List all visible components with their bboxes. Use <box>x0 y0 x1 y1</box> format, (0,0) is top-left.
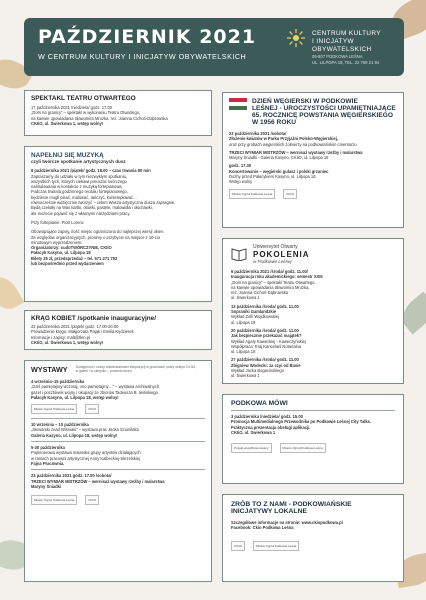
decorative-leaf <box>0 271 24 315</box>
divider <box>31 441 205 442</box>
utw-text: na kanwie opowiadania Sławomira Mrożka, <box>231 284 310 290</box>
utw-date: 27 października /środa/ godz. 11.00 <box>231 357 299 363</box>
circle-panel <box>24 310 212 350</box>
utw-org-location: w Podkowie Leśnej <box>253 259 292 264</box>
music-text: Będą czekały na Was kartki, ołówki, pastele, malowidła i słuchawki, <box>31 205 153 211</box>
local-panel <box>222 494 404 582</box>
music-tickets: lub bezpośrednio przed wydarzeniem <box>31 261 104 267</box>
music-text: minutowym wyprzedzeniem. <box>31 239 83 245</box>
music-text: będziecie mogli pisać, malować, tańczyć, kontemplować… <box>31 194 138 200</box>
music-text: Podczas trwania godzinnego recitalu fortepianowego, <box>31 189 128 195</box>
speaks-text: Promocja Multimedialnego Przewodnika po Podkowie Leśnej City Talks. <box>231 419 372 425</box>
podkowa-logo: Miasto Ogród Podkowa Leśna <box>229 189 275 199</box>
local-facebook[interactable]: Facebook: Ckio Podkowa Leśna <box>231 525 294 531</box>
speaks-text: Praktyczna prezentacja obsługi aplikacji. <box>231 424 311 430</box>
exhibitions-panel <box>24 360 212 582</box>
header-banner <box>24 18 404 76</box>
exhibition-text: „Dziś pamiętajmy wczoraj, ono pamiętajmy…” – wystawa archiwalnych <box>31 384 160 390</box>
exhibition-logos <box>31 495 205 505</box>
theatre-panel <box>24 90 212 136</box>
ckio-logo: CKIiO <box>231 541 245 551</box>
utw-date: 20 października /środa/ godz. 11.00 <box>231 327 299 333</box>
utw-text: reż. Joanna Cichoń-Dąbrowska <box>231 290 289 296</box>
page-subtitle: W CENTRUM KULTURY I INICJATYW OBYWATELSKICH <box>38 52 247 61</box>
utw-venue: ul. Świerkowa 1 <box>231 373 260 379</box>
podkowa-logo: Miasto Ogród Podkowa Leśna <box>253 541 299 551</box>
divider <box>31 418 205 419</box>
music-text: wszystkich tych, których ciekawi poruszać twórczego <box>31 178 127 184</box>
music-text: ale możecie pojawić się z własnymi narzędziami pracy. <box>31 210 131 216</box>
podkowa-logo: Miasto Ogród Podkowa Leśna <box>280 443 326 453</box>
circle-contact: Informacje i zapisy: malt@tlen.pl <box>31 334 90 340</box>
music-performer: Przy fortepianie: Piotr Lorenc <box>31 219 84 225</box>
exhibitions-title: WYSTAWY <box>31 365 68 374</box>
theatre-title: SPEKTAKL TEATRU OTWARTEGO <box>31 95 136 102</box>
music-venue: Pałacyk Kasyno, ul. Lilpopa 18 <box>31 250 91 256</box>
hungarian-title: LEŚNEJ - UROCZYSTOŚCI UPAMIĘTNIAJĄCE <box>252 105 396 112</box>
music-title: NAPEŁNIJ SIĘ MUZYKĄ <box>31 152 104 159</box>
utw-text: Inauguracja roku akademickiego: semestr XXIII <box>231 274 323 280</box>
podkowa-logo: Miasto Ogród Podkowa Leśna <box>31 404 77 414</box>
music-subtitle: czyli twórcze spotkanie artystycznych dusz <box>31 159 126 164</box>
music-text: równocześnie wdzięcznie tworzyć – celem Wasza artystyczna dusza zapragnie. <box>31 200 176 206</box>
exhibition-text: TRZECI WYMIAR MISTRZÓW – wernisaż wystawy rzeźby i malarstwa <box>31 478 165 484</box>
utw-date: 6 października 2021 /środa/ godz. 11.00/ <box>231 269 308 274</box>
hungarian-text: Wstęp wolny <box>229 179 253 185</box>
speaks-venue: CKIiO, ul. Świerkowa 1 <box>231 429 276 435</box>
music-text: Obowiązujące zapisy, ilość miejsc ograniczona do najlepszej wersji okien. <box>31 229 165 235</box>
exhibition-text: w ramach pracowni artystycznej Anny Kalbeckiej-Skrzelskiej <box>31 455 140 461</box>
utw-org-name: Uniwersytet Otwarty <box>253 244 298 250</box>
exhibitions-note: w galerii i w sklepiku – powiedz teraz! <box>75 369 132 374</box>
podkowa-logo: Miasto Ogród Podkowa Leśna <box>31 495 77 505</box>
circle-date: 22 października 2021 /piątek/ godz. 17.00-20.00 <box>31 324 119 329</box>
music-organizers: Organizatorzy: cudoTWÓRCZYNIE, CKIiO <box>31 245 112 251</box>
speaks-date: 3 października /niedziela/ godz. 15.00 <box>231 414 303 419</box>
utw-panel <box>222 238 404 384</box>
divider <box>231 410 395 411</box>
exhibitions-note: Dostępność i czasy odwiedzalności ekspozycji w godzinach pracy sklepu CKIiO, <box>75 365 197 369</box>
circle-title-main: KRĄG KOBIET <box>31 315 76 322</box>
theatre-venue: CKIiO, ul. Świerkowa 1, wstęp wolny! <box>31 120 104 126</box>
hungarian-title: 65. ROCZNICĘ POWSTANIA WĘGIERSKIEGO <box>252 112 394 119</box>
hungarian-panel <box>222 92 404 228</box>
speaks-title: PODKOWA MÓWI <box>231 400 288 407</box>
exhibition-text: gazet i pocztówek wojny i okupacji ze zbiorów Tadeusza B. Iwińskiego <box>31 389 158 395</box>
local-link[interactable]: Szczegółowe informacje na stronie: www.ckiopodkowa.pl <box>231 520 343 525</box>
exhibition-text: Maryny Śniadki <box>31 483 62 489</box>
theatre-text: „Dom na granicy” – spektakl w wykonaniu Teatru Otwartego, <box>31 110 141 116</box>
circle-venue: CKIiO, ul. Świerkowa 1, wstęp wolny! <box>31 339 104 345</box>
utw-venue: ul. Lilpopa 18 <box>231 349 256 355</box>
music-date: 8 października 2021 /piątek/ godz. 18.00 – czas trwania 60 min <box>31 168 151 174</box>
music-text: Ze względów organizacyjnych, prosimy o przybycie na miejsce z 10-cio <box>31 234 161 240</box>
utw-date: 13 października /środa/ godz. 11.00 <box>231 303 299 309</box>
theatre-text: na kanwie opowiadania Sławomira Mrożka, reż. Joanna Cichoń-Dąbrowska <box>31 115 168 121</box>
exhibition-logos <box>31 404 205 414</box>
hungarian-title: W 1956 ROKU <box>252 119 296 126</box>
music-tickets: Bilety 25 zł, przedsprzedaż – tel. 571 271 792 <box>31 255 118 261</box>
theatre-date: 17 października 2021 /niedziela/ godz. 17.00 <box>31 105 113 110</box>
circle-title <box>31 315 205 322</box>
utw-text: Współpraca: Kraj Kancelarii Notarialna <box>231 343 302 349</box>
book-icon <box>231 247 247 261</box>
utw-text: „Dom na granicy” – spektakl Teatru Otwartego, <box>231 279 316 285</box>
ckio-logo: CKIiO <box>85 495 99 505</box>
utw-text: Wykład Jacka Bogacinskiego <box>231 368 284 374</box>
music-panel <box>24 146 212 302</box>
circle-text: Prowadzenie kręgu: Małgorzata Pająk i Emilia Kędzierek <box>31 329 134 335</box>
hungarian-date: 23 października 2021 /sobota/ <box>229 131 287 136</box>
circle-title-rest: /spotkanie inauguracyjne/ <box>77 315 157 322</box>
hungarian-logos <box>229 189 397 199</box>
exhibition-date: 5-30 października <box>31 445 65 451</box>
utw-text: Zbigniew Wodecki: za czyi od Basie <box>231 362 301 368</box>
utw-venue: ul. Lilpopa 18 <box>231 319 256 325</box>
hungarian-time: godz. 17.30 <box>229 163 252 169</box>
ckio-logo: CKIiO <box>283 189 297 199</box>
utw-text: Jak bezpiecznie przekazać majątek? <box>231 333 302 339</box>
exhibition-date: 10 września – 10 października <box>31 422 89 428</box>
hungarian-text: oraz przy grobach węgierskich żołnierzy na podkowiańskim cmentarzu <box>229 141 357 147</box>
hungarian-title: DZIEŃ WĘGIERSKI W PODKOWIE <box>252 98 358 105</box>
exhibition-venue: Galeria Kasyno, ul. Lilpopa 18, wstęp wolny! <box>31 432 118 438</box>
org-name: CENTRUM KULTURY I INICJATYW OBYWATELSKICH <box>312 30 381 53</box>
hungarian-venue: Dozhy przed Pałacykiem Kasyno, ul. Lilpopa 18 <box>229 174 316 180</box>
exhibition-date: 4 września–15 października <box>31 379 85 384</box>
music-text: naśladowania w kontakcie z muzyką fortepianową. <box>31 184 123 190</box>
divider <box>31 469 205 470</box>
speaks-panel <box>222 394 404 484</box>
utw-org-name: POKOLENIA <box>253 250 310 259</box>
eu-logo: Projekt współfinansowany <box>231 443 272 453</box>
exhibition-text: Fajna Pracownia. <box>31 460 65 466</box>
utw-text: Wykład Agaty Kaweckiej - Kaweczyńskiej <box>231 338 306 344</box>
exhibition-text: Poplenerowa wystawa malarska grupy artystów działających <box>31 450 141 456</box>
sun-logo-icon <box>286 28 306 48</box>
utw-venue: ul. Świerkowa 1 <box>231 295 260 301</box>
exhibition-date: 23 października 2021 godz. 17.00 /sobota/ <box>31 473 112 479</box>
utw-text: Sopraniki Gamlandzkie <box>231 309 277 315</box>
hungarian-text: Koncertowanie – węgierski gulasz i polski grzaniec <box>229 168 329 174</box>
exhibition-text: „Słowarski znad Wiśniaki” – wystawa prac Jacka Szumiłaka <box>31 427 139 433</box>
local-title: ZRÓB TO Z NAMI - PODKOWIAŃSKIE <box>231 501 352 508</box>
music-text: Zapraszamy do udziału w tym niezwykłym spotkaniu, <box>31 173 128 179</box>
hungarian-flag-icon <box>229 98 247 110</box>
org-address: 05-807 PODKOWA LEŚNA UL. LILPOPA 18, TEL. 22 759 21 94 <box>312 54 380 65</box>
utw-text: Wykład Zofii Wojdkowskiej <box>231 314 280 320</box>
speaks-logos <box>231 443 395 453</box>
hungarian-text: Maryny Śniadki - Galeria Kasyno, CKIiO, ul. Lilpopa 18 <box>229 155 329 161</box>
ckio-logo: CKIiO <box>85 404 99 414</box>
hungarian-text: TRZECI WYMIAR MISTRZÓW – wernisaż wystawy rzeźby i malarstwa <box>229 149 363 155</box>
page-title: PAŹDZIERNIK 2021 <box>38 26 257 48</box>
local-logos <box>231 541 395 551</box>
exhibition-venue: Pałacyk Kasyno, ul. Lilpopa 18, wstęp wolny! <box>31 394 119 400</box>
local-title: INICJATYWY LOKALNE <box>231 508 308 515</box>
hungarian-text: Złożenie kwiatów w Parku Przyjaźni Polsko-Węgierskiej, <box>229 136 338 142</box>
